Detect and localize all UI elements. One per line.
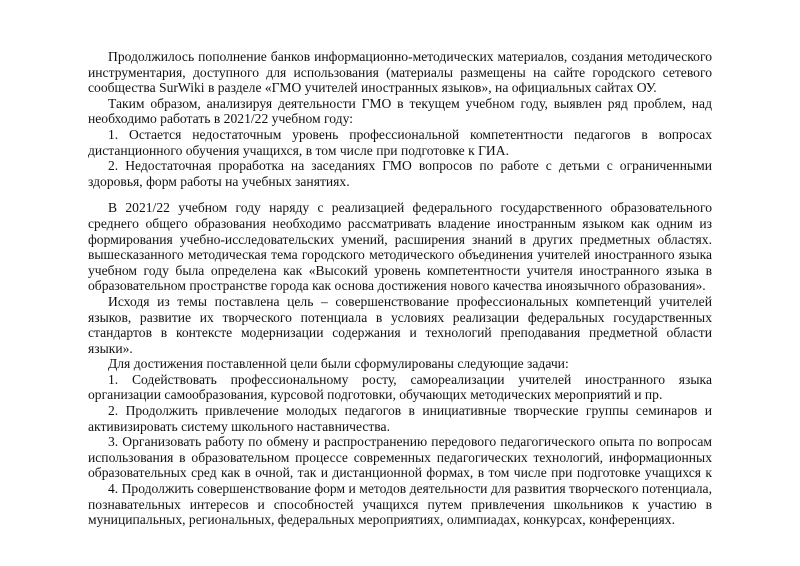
text-line: образовательном пространстве города как основа достижения нового качества иноязычного образования». <box>88 278 706 294</box>
paragraph <box>88 158 712 189</box>
paragraph <box>88 434 712 481</box>
text-line: познавательных интересов и способностей учащихся путем привлечения школьников к участию в <box>88 496 712 512</box>
paragraph <box>88 200 712 294</box>
paragraph <box>88 403 712 434</box>
text-line: вышесказанного методическая тема городского методического объединения учителей иностранного языка <box>88 247 712 263</box>
text-line: необходимо работать в 2021/22 учебном году: <box>88 111 353 127</box>
text-line: 3. Организовать работу по обмену и распространению передового педагогического опыта по вопросам <box>108 434 712 450</box>
text-line: использования в образовательном процессе современных педагогических технологий, информационных <box>88 449 712 465</box>
text-line: инструментария, доступного для использования (материалы размещены на сайте городского сетевого <box>88 64 712 80</box>
paragraph <box>88 481 712 528</box>
text-line: Для достижения поставленной цели были сформулированы следующие задачи: <box>108 356 569 372</box>
text-line: 4. Продолжить совершенствование форм и методов деятельности для развития творческого потенциала, <box>108 481 712 497</box>
text-line: 1. Остается недостаточным уровень профессиональной компетентности педагогов в вопросах <box>108 126 712 142</box>
text-line: активизировать систему школьного наставничества. <box>88 418 390 434</box>
text-line: организации самообразования, курсовой подготовки, обучающих методических мероприятий и пр. <box>88 387 663 403</box>
paragraph <box>88 49 712 96</box>
text-line: Исходя из темы поставлена цель – совершенствование профессиональных компетенций учителей <box>108 293 712 309</box>
paragraph <box>88 127 712 158</box>
text-line: дистанционного обучения учащихся, в том числе при подготовке к ГИА. <box>88 142 509 158</box>
text-line: 2. Продолжить привлечение молодых педагогов в инициативные творческие группы семинаров и <box>108 403 712 419</box>
text-line: Таким образом, анализируя деятельности ГМО в текущем учебном году, выявлен ряд проблем, над <box>108 95 712 111</box>
document-page <box>88 49 712 528</box>
text-line: среднего общего образования необходимо рассматривать владение иностранным языком как одним из <box>88 215 712 231</box>
text-line: стандартов в контексте модернизации содержания и технологий преподавания предметной области <box>88 325 712 341</box>
text-line: В 2021/22 учебном году наряду с реализацией федерального государственного образовательного <box>108 200 712 216</box>
text-line: языков, развитие их творческого потенциала в условиях реализации федеральных государственных <box>88 309 712 325</box>
text-line: муниципальных, региональных, федеральных мероприятиях, олимпиадах, конкурсах, конференциях. <box>88 512 675 528</box>
text-line: здоровья, форм работы на учебных занятиях. <box>88 173 350 189</box>
paragraph <box>88 372 712 403</box>
blank-line <box>88 189 712 200</box>
text-line: Продолжилось пополнение банков информационно-методических материалов, создания методического <box>108 49 712 64</box>
text-line: 1. Содействовать профессиональному росту, самореализации учителей иностранного языка <box>108 371 712 387</box>
text-line: формирования учебно-исследовательских умений, расширения знаний в других предметных областях. <box>88 231 712 247</box>
text-line: сообщества SurWiki в разделе «ГМО учителей иностранных языков», на официальных сайтах ОУ. <box>88 80 657 96</box>
text-line: образовательных сред как в очной, так и дистанционной формах, в том числе при подготовке учащихся к <box>88 465 712 481</box>
paragraph <box>88 96 712 127</box>
paragraph <box>88 356 712 372</box>
text-line: учебном году была определена как «Высокий уровень компетентности учителя иностранного языка в <box>88 262 712 278</box>
text-line: языки». <box>88 340 133 356</box>
text-line: 2. Недостаточная проработка на заседаниях ГМО вопросов по работе с детьми с ограниченными <box>108 158 712 174</box>
paragraph <box>88 294 712 356</box>
